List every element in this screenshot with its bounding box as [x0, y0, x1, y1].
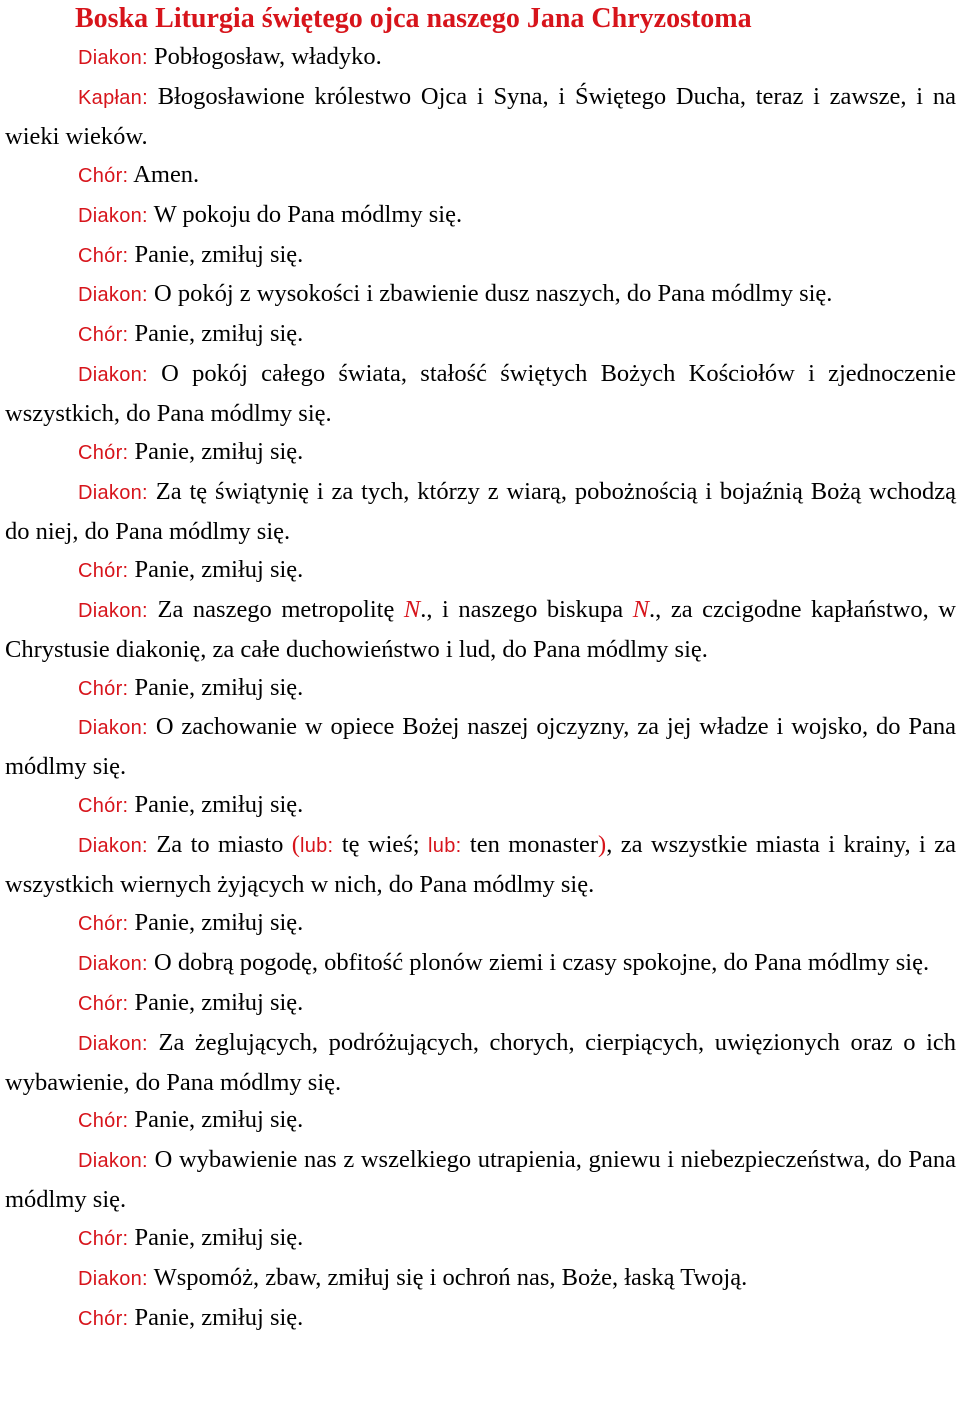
liturgy-line [5, 1141, 956, 1219]
liturgy-line [5, 1024, 956, 1102]
liturgy-line [5, 473, 956, 551]
speaker-label: Chór: [78, 1308, 129, 1330]
liturgy-line [5, 236, 956, 276]
prayer-text: ten monaster [461, 831, 599, 859]
speaker-label: Chór: [78, 1110, 129, 1133]
speaker-label: Chór: [78, 559, 129, 582]
liturgy-line [5, 669, 956, 709]
prayer-text: Panie, zmiłuj się. [134, 555, 304, 583]
liturgy-line [5, 1259, 956, 1299]
prayer-text: Panie, zmiłuj się. [134, 1106, 304, 1134]
speaker-label: Chór: [78, 324, 129, 347]
speaker-label: Chór: [78, 1228, 129, 1251]
liturgy-line [5, 1299, 956, 1339]
speaker-label: Diakon: [78, 284, 148, 307]
liturgy-line [5, 826, 956, 904]
speaker-label: Chór: [78, 795, 129, 818]
prayer-text: Błogosławione królestwo Ojca i Syna, i Świętego Ducha, teraz i zawsze, i na wieki wieków. [5, 82, 957, 150]
liturgy-line [5, 196, 956, 236]
prayer-text: O wybawienie nas z wszelkiego utrapienia, gniewu i niebezpieczeństwa, do Pana módlmy się. [5, 1146, 956, 1214]
liturgy-line [5, 38, 956, 78]
liturgy-line [5, 433, 956, 473]
liturgy-line [5, 984, 956, 1024]
speaker-label: Diakon: [78, 481, 148, 504]
prayer-text: Panie, zmiłuj się. [134, 438, 304, 466]
liturgy-line [5, 355, 956, 433]
liturgy-line [5, 1101, 956, 1141]
rubric-note: lub: [299, 835, 334, 858]
speaker-label: Chór: [78, 164, 129, 187]
speaker-label: Diakon: [78, 1150, 148, 1173]
liturgy-line [5, 904, 956, 944]
speaker-label: Kapłan: [78, 86, 148, 109]
prayer-text: O dobrą pogodę, obfitość plonów ziemi i czasy spokojne, do Pana módlmy się. [154, 948, 930, 976]
prayer-text: Panie, zmiłuj się. [134, 988, 304, 1016]
speaker-label: Diakon: [78, 717, 148, 740]
speaker-label: Diakon: [78, 952, 148, 975]
prayer-text: Panie, zmiłuj się. [134, 791, 304, 819]
speaker-label: Chór: [78, 442, 129, 465]
speaker-label: Chór: [78, 244, 129, 267]
prayer-text: Panie, zmiłuj się. [134, 673, 304, 701]
speaker-label: Chór: [78, 992, 129, 1015]
page-title: Boska Liturgia świętego ojca naszego Jana Chryzostoma [75, 3, 752, 34]
prayer-text: Wspomóż, zbaw, zmiłuj się i ochroń nas, Boże, łaską Twoją. [153, 1264, 748, 1292]
prayer-text: Panie, zmiłuj się. [134, 240, 304, 268]
rubric-bracket: ( [291, 831, 300, 859]
prayer-text: O pokój całego świata, stałość świętych Bożych Kościołów i zjednoczenie wszystkich, do Pana módlmy się. [5, 360, 956, 428]
liturgy-line [5, 551, 956, 591]
speaker-label: Diakon: [78, 1268, 148, 1291]
liturgy-line [5, 275, 956, 315]
speaker-label: Diakon: [78, 47, 148, 69]
prayer-text: tę wieś; [333, 831, 429, 859]
prayer-text: O zachowanie w opiece Bożej naszej ojczyzny, za jej władze i wojsko, do Pana módlmy się. [5, 713, 957, 781]
prayer-text: Za to miasto [156, 831, 292, 859]
speaker-label: Diakon: [78, 835, 148, 858]
speaker-label: Chór: [78, 912, 129, 935]
liturgy-line [5, 78, 956, 156]
rubric-bracket: ) [598, 831, 607, 859]
liturgy-line [5, 315, 956, 355]
liturgy-line [5, 1219, 956, 1259]
name-placeholder: N [632, 595, 650, 623]
liturgy-line [5, 591, 956, 669]
speaker-label: Diakon: [78, 204, 148, 227]
speaker-label: Diakon: [78, 599, 148, 622]
prayer-text: O pokój z wysokości i zbawienie dusz naszych, do Pana módlmy się. [154, 280, 833, 308]
prayer-text: Za tę świątynię i za tych, którzy z wiarą, pobożnością i bojaźnią Bożą wchodzą do niej, do Pana módlmy się. [5, 477, 956, 545]
name-placeholder: N [403, 595, 421, 623]
prayer-text: Za żeglujących, podróżujących, chorych, cierpiących, uwięzionych oraz o ich wybawienie, do Pana módlmy się. [5, 1028, 957, 1096]
prayer-text: Panie, zmiłuj się. [134, 908, 304, 936]
speaker-label: Chór: [78, 677, 129, 700]
liturgy-line [5, 708, 956, 786]
prayer-text: Za naszego metropolitę [157, 595, 404, 623]
liturgy-line [5, 944, 956, 984]
prayer-text: ., i naszego biskupa [420, 595, 633, 623]
prayer-text: Panie, zmiłuj się. [134, 1224, 304, 1252]
speaker-label: Diakon: [78, 364, 148, 387]
prayer-text: Pobłogosław, władyko. [154, 43, 382, 70]
speaker-label: Diakon: [78, 1032, 148, 1055]
prayer-text: ., za czcigodne kapłaństwo, w Chrystusie diakonię, za całe duchowieństwo i lud, do Pana módlmy się. [5, 595, 957, 663]
liturgy-line [5, 156, 956, 196]
rubric-note: lub: [428, 835, 462, 858]
liturgy-line [5, 786, 956, 826]
prayer-text: Panie, zmiłuj się. [134, 1304, 304, 1331]
prayer-text: Amen. [133, 160, 200, 188]
prayer-text: Panie, zmiłuj się. [134, 320, 304, 348]
liturgy-text [5, 38, 956, 1339]
prayer-text: W pokoju do Pana módlmy się. [153, 200, 463, 228]
prayer-text: , za wszystkie miasta i krainy, i za wszystkich wiernych żyjących w nich, do Pana módlmy się. [5, 831, 956, 899]
